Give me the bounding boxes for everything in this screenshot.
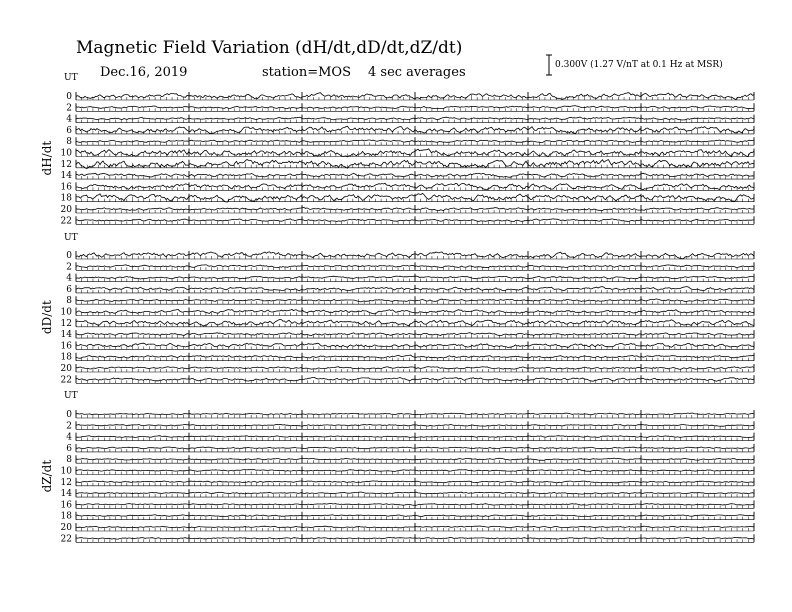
panel-dH-dt <box>40 73 754 226</box>
y-axis-label: dZ/dt <box>40 459 54 493</box>
row-label: 2 <box>66 103 72 114</box>
row-label: 2 <box>66 262 72 273</box>
y-axis-label: dH/dt <box>40 140 54 176</box>
y-axis-label: dD/dt <box>40 300 54 335</box>
row-label: 22 <box>60 375 72 386</box>
row-ticks <box>76 319 754 327</box>
row-label: 4 <box>66 432 72 443</box>
row-label: 0 <box>66 410 72 420</box>
row-ticks <box>76 251 754 259</box>
row-label: 20 <box>60 523 72 533</box>
row-label: 16 <box>60 182 72 193</box>
row-label: 6 <box>66 284 72 295</box>
row-label: 12 <box>60 318 72 329</box>
station-label: station=MOS <box>262 65 351 80</box>
row-label: 0 <box>66 251 72 261</box>
scale-bar <box>546 55 552 75</box>
row-label: 8 <box>66 455 72 466</box>
ut-label: UT <box>64 391 78 401</box>
row-label: 12 <box>60 159 72 170</box>
panel-dZ-dt <box>40 391 754 544</box>
row-label: 18 <box>60 193 72 204</box>
ut-label: UT <box>64 233 78 243</box>
row-label: 2 <box>66 421 72 432</box>
row-label: 14 <box>60 171 72 182</box>
row-ticks <box>76 285 754 293</box>
row-label: 4 <box>66 114 72 125</box>
row-label: 0 <box>66 92 72 102</box>
scale-label: 0.300V (1.27 V/nT at 0.1 Hz at MSR) <box>555 60 723 70</box>
row-label: 10 <box>60 148 72 159</box>
row-label: 8 <box>66 296 72 307</box>
row-label: 20 <box>60 364 72 374</box>
row-label: 16 <box>60 341 72 352</box>
panel-dD-dt <box>40 233 754 385</box>
row-label: 18 <box>60 352 72 363</box>
row-label: 8 <box>66 137 72 148</box>
row-label: 14 <box>60 330 72 341</box>
row-label: 20 <box>60 205 72 215</box>
row-label: 6 <box>66 443 72 454</box>
row-label: 18 <box>60 511 72 522</box>
row-label: 22 <box>60 216 72 227</box>
row-label: 10 <box>60 307 72 318</box>
row-label: 4 <box>66 273 72 284</box>
row-label: 6 <box>66 125 72 136</box>
row-label: 22 <box>60 534 72 545</box>
row-label: 10 <box>60 466 72 477</box>
row-label: 12 <box>60 477 72 488</box>
row-ticks <box>76 182 754 190</box>
averaging-label: 4 sec averages <box>368 65 466 80</box>
date-label: Dec.16, 2019 <box>100 65 188 80</box>
ut-label: UT <box>64 73 78 83</box>
row-ticks <box>76 149 754 157</box>
chart-title: Magnetic Field Variation (dH/dt,dD/dt,dZ/dt) <box>76 38 463 58</box>
row-label: 14 <box>60 489 72 500</box>
row-label: 16 <box>60 500 72 511</box>
